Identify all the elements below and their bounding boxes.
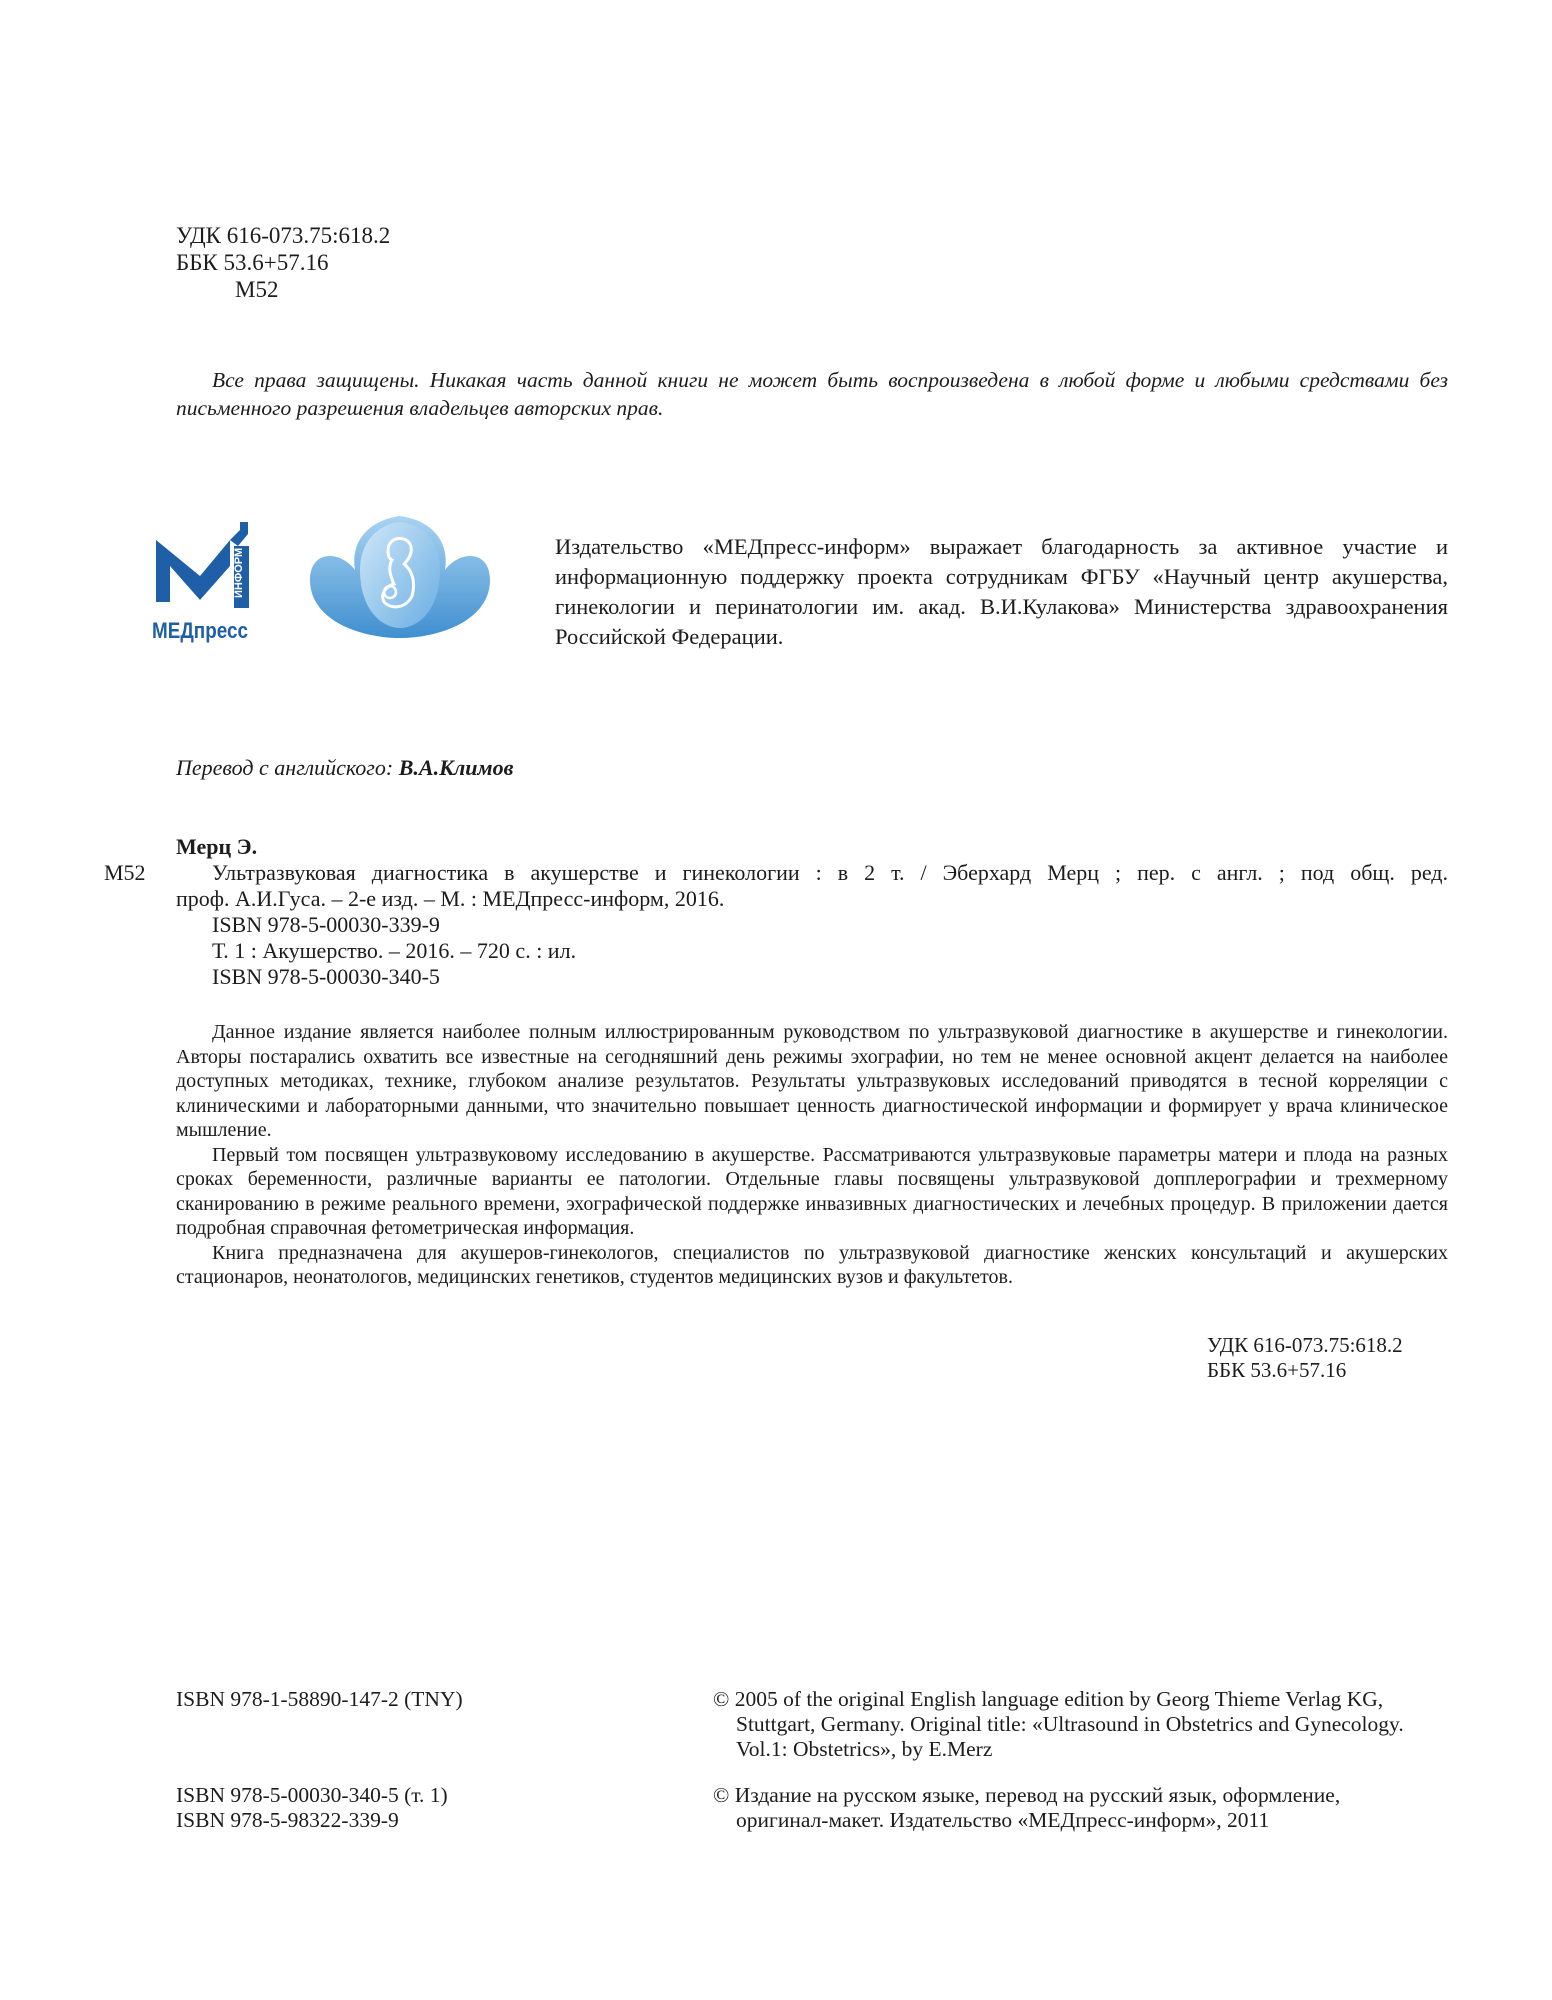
translation-credit <box>176 755 513 781</box>
annotation-paragraph: Книга предназначена для акушеров-гинекологов, специалистов по ультразвуковой диагностике женских консультаций и акушерских стационаров, неонатологов, медицинских генетиков, студентов медицинских вузов и факультетов. <box>176 1241 1448 1288</box>
copyright-original-line: Stuttgart, Germany. Original title: «Ultrasound in Obstetrics and Gynecology. <box>736 1712 1404 1736</box>
bibliographic-record <box>176 834 1448 990</box>
udk-code-bottom: УДК 616-073.75:618.2 <box>1207 1333 1403 1357</box>
copyright-original <box>713 1687 1453 1762</box>
bbk-code: ББК 53.6+57.16 <box>176 250 329 275</box>
annotation-paragraph: Данное издание является наиболее полным иллюстрированным руководством по ультразвуковой диагностике в акушерстве и гинекологии. Авторы постарались охватить все известные на сегодняшний день режимы эхографии, но тем не менее основной акцент делается на наиболее доступных методиках, технике, глубоком анализе результатов. Результаты ультразвуковых исследований приводятся в тесной корреляции с клиническими и лабораторными данными, что значительно повышает ценность диагностической информации и формирует у врача клиническое мышление. <box>176 1021 1448 1141</box>
medpress-logo <box>150 520 260 658</box>
copyright-russian-line: © Издание на русском языке, перевод на русский язык, оформление, <box>713 1783 1341 1807</box>
bbk-code-bottom: ББК 53.6+57.16 <box>1207 1358 1347 1382</box>
udk-code: УДК 616-073.75:618.2 <box>176 223 391 248</box>
author-mark: М52 <box>235 277 279 302</box>
isbn-volume-1: ISBN 978-5-00030-340-5 (т. 1) <box>176 1783 448 1807</box>
bibliography-isbn-set: ISBN 978-5-00030-339-9 <box>212 912 440 937</box>
classification-codes <box>176 222 390 303</box>
mother-child-emblem <box>300 510 500 650</box>
rights-notice: Все права защищены. Никакая часть данной книги не может быть воспроизведена в любой форме и любыми средствами без письменного разрешения владельцев авторских прав. <box>176 368 1448 420</box>
copyright-russian-line: оригинал-макет. Издательство «МЕДпресс-информ», 2011 <box>736 1808 1270 1832</box>
copyright-russian <box>713 1783 1453 1833</box>
translator-name: В.А.Климов <box>398 755 514 780</box>
bibliography-isbn-volume: ISBN 978-5-00030-340-5 <box>212 964 440 989</box>
translation-label: Перевод с английского: <box>176 755 394 780</box>
isbn-russian <box>176 1783 448 1833</box>
copyright-original-line: © 2005 of the original English language edition by Georg Thieme Verlag KG, <box>713 1687 1384 1711</box>
bibliography-mark: М52 <box>104 860 146 885</box>
annotation-paragraph: Первый том посвящен ультразвуковому исследованию в акушерстве. Рассматриваются ультразвуковые параметры матери и плода на разных сроках беременности, различные варианты ее патологии. Отдельные главы посвящены ультразвуковой допплерографии и трехмерному сканированию в режиме реального времени, эхографической поддержке инвазивных диагностических и лечебных процедур. В приложении дается подробная справочная фетометрическая информация. <box>176 1143 1448 1239</box>
classification-codes-bottom <box>1207 1333 1403 1383</box>
bibliography-imprint-line: проф. А.И.Гуса. – 2-е изд. – М. : МЕДпресс-информ, 2016. <box>176 886 725 911</box>
annotation <box>176 1020 1448 1290</box>
isbn-set: ISBN 978-5-98322-339-9 <box>176 1808 399 1832</box>
acknowledgement: Издательство «МЕДпресс-информ» выражает благодарность за активное участие и информационную поддержку проекта сотрудникам ФГБУ «Научный центр акушерства, гинекологии и перинатологии им. акад. В.И.Кулакова» Министерства здравоохранения Российской Федерации. <box>555 534 1448 649</box>
logo-text-medpress: МЕДпресс <box>152 618 248 643</box>
copyright-original-line: Vol.1: Obstetrics», by E.Merz <box>736 1737 993 1761</box>
isbn-original: ISBN 978-1-58890-147-2 (TNY) <box>176 1687 463 1711</box>
bibliography-volume: Т. 1 : Акушерство. – 2016. – 720 с. : ил. <box>212 938 577 963</box>
logo-text-inform: ИНФОРМ <box>233 547 245 598</box>
bibliography-title-line: Ультразвуковая диагностика в акушерстве и гинекологии : в 2 т. / Эберхард Мерц ; пер. с англ. ; под общ. ред. <box>212 860 1448 885</box>
bibliography-author: Мерц Э. <box>176 834 258 859</box>
